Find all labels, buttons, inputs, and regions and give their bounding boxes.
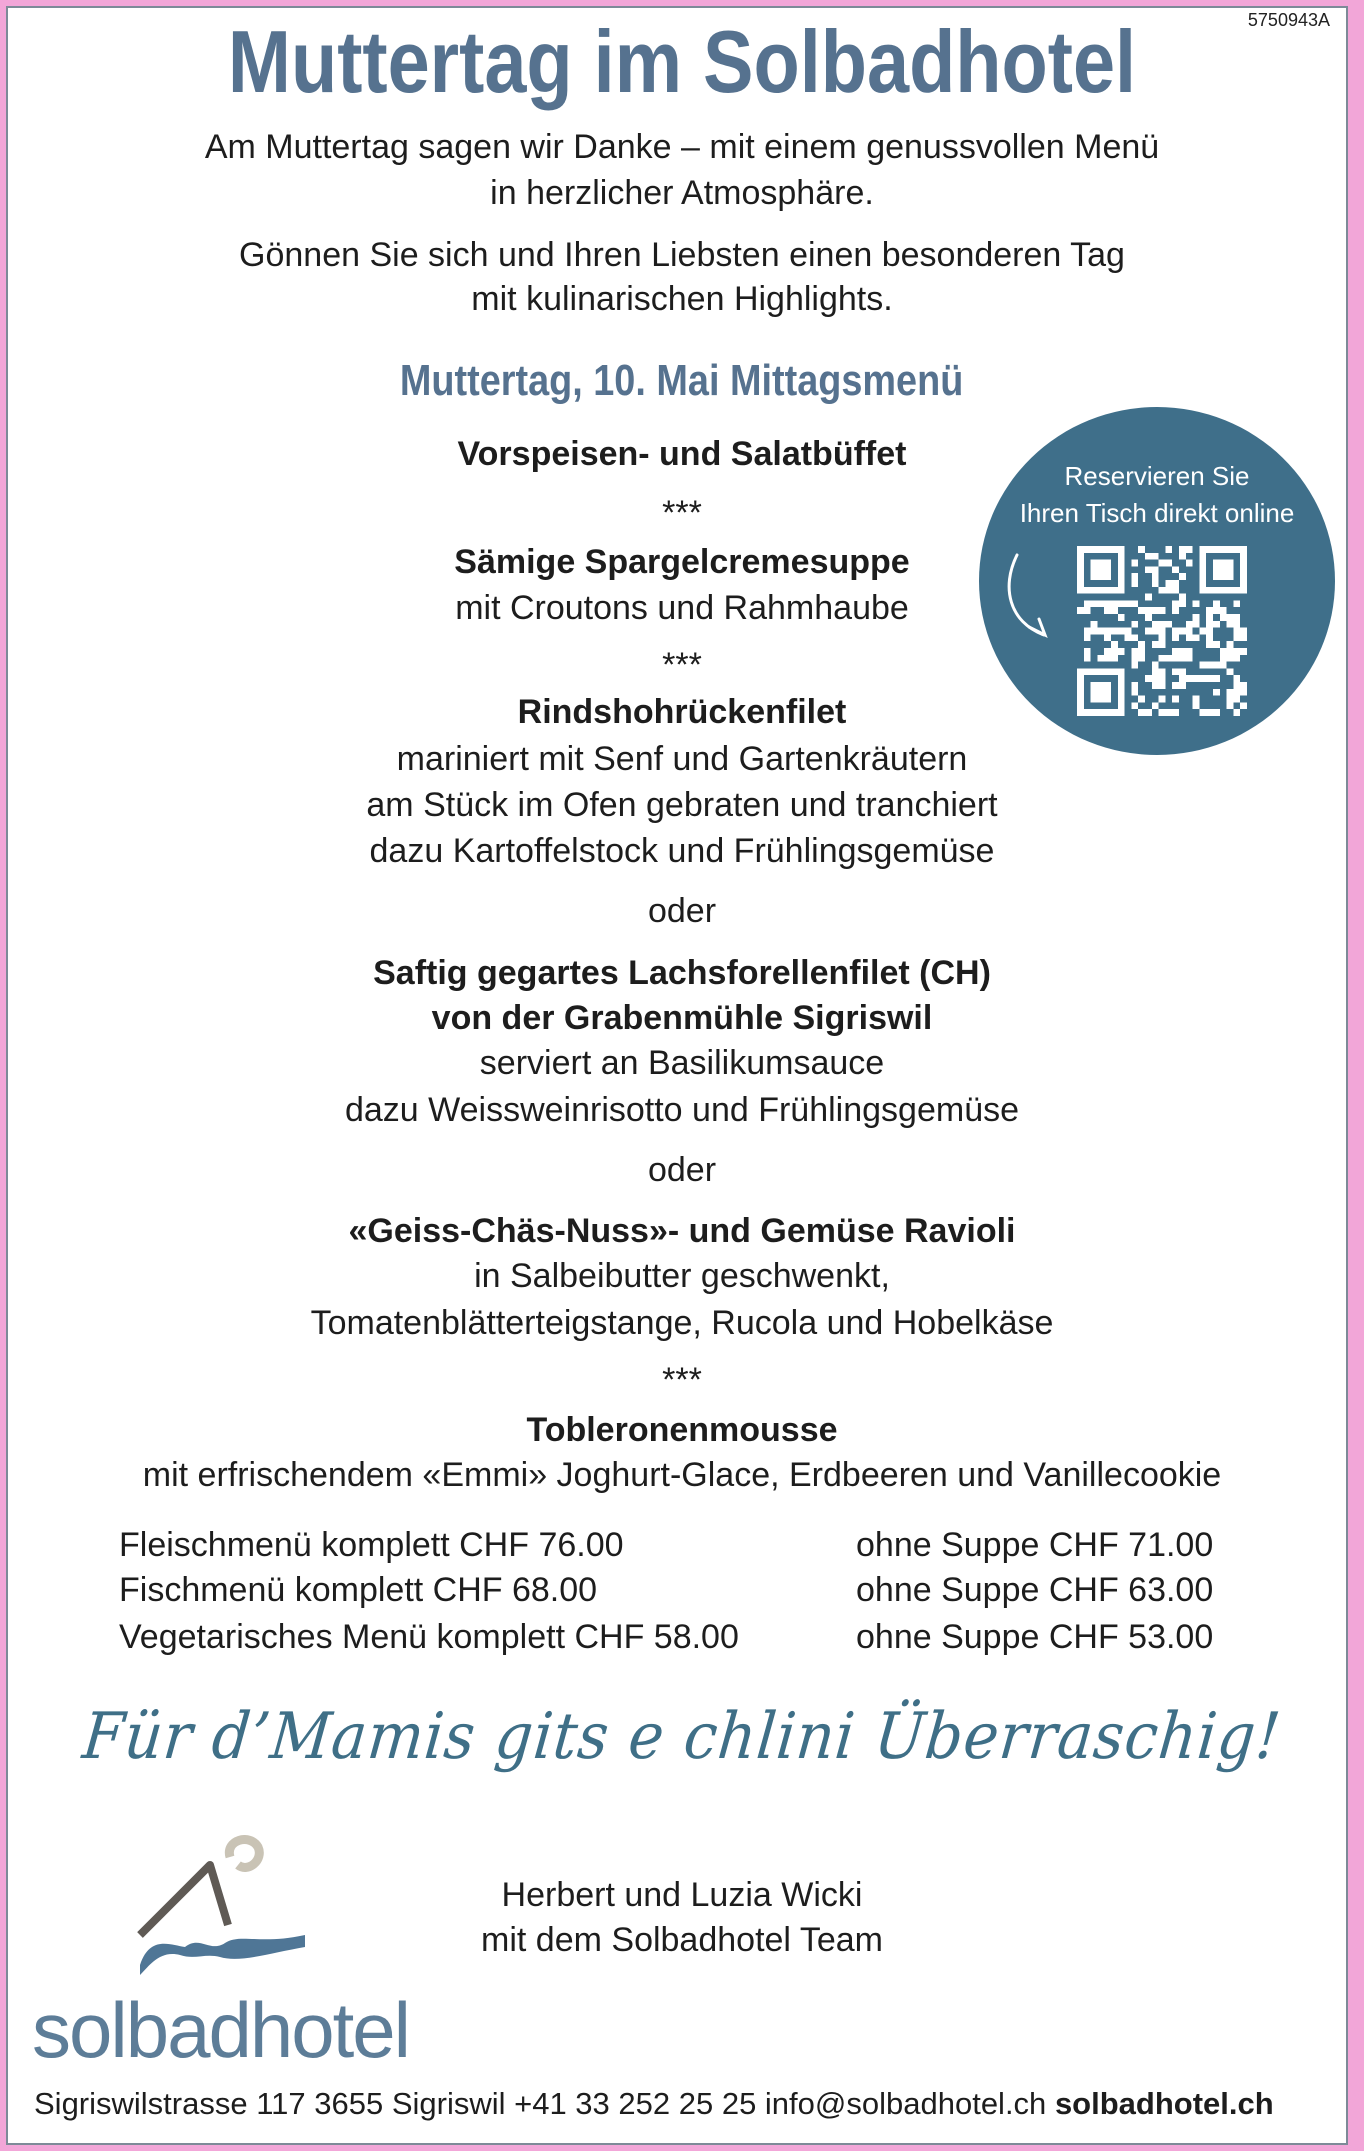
menu-title: Muttertag, 10. Mai Mittagsmenü (400, 356, 964, 405)
menu-description: dazu Weissweinrisotto und Frühlingsgemüse (344, 1091, 1020, 1129)
menu-course-title: Saftig gegartes Lachsforellenfilet (CH) (373, 954, 991, 992)
menu-or: oder (647, 892, 717, 930)
menu-description: in Salbeibutter geschwenkt, (474, 1257, 890, 1295)
menu-or: oder (647, 1151, 717, 1189)
price-full-meat: Fleischmenü komplett CHF 76.00 (119, 1526, 624, 1564)
menu-description: Tomatenblätterteigstange, Rucola und Hobelkäse (310, 1304, 1054, 1342)
price-full-vegetarian: Vegetarisches Menü komplett CHF 58.00 (119, 1618, 739, 1656)
reservation-text: Reservieren Sie (1064, 461, 1250, 491)
slogan: Für d’Mamis gits e chlini Überraschig! (79, 1700, 1285, 1774)
menu-course-title: von der Grabenmühle Sigriswil (431, 999, 933, 1037)
menu-separator: *** (662, 646, 702, 684)
menu-description: mariniert mit Senf und Gartenkräutern (396, 740, 968, 778)
page-title: Muttertag im Solbadhotel (227, 12, 1137, 111)
reservation-text: Ihren Tisch direkt online (1019, 498, 1295, 528)
intro-line: in herzlicher Atmosphäre. (490, 174, 874, 212)
menu-course-title: Vorspeisen- und Salatbüffet (457, 435, 907, 473)
website-link[interactable]: solbadhotel.ch (1054, 2086, 1274, 2121)
menu-description: serviert an Basilikumsauce (479, 1044, 885, 1082)
arrow-icon (999, 547, 1059, 647)
price-no-soup-vegetarian: ohne Suppe CHF 53.00 (856, 1618, 1214, 1656)
menu-separator: *** (662, 494, 702, 532)
menu-course-title: Sämige Spargelcremesuppe (454, 543, 910, 581)
signature-line: Herbert und Luzia Wicki (501, 1876, 863, 1914)
footer-contact (34, 2086, 1274, 2122)
qr-code-icon[interactable] (1077, 546, 1247, 716)
menu-separator: *** (662, 1361, 702, 1399)
price-no-soup-meat: ohne Suppe CHF 71.00 (856, 1526, 1214, 1564)
menu-course-title: Tobleronenmousse (526, 1411, 838, 1449)
price-no-soup-fish: ohne Suppe CHF 63.00 (856, 1571, 1214, 1609)
menu-description: mit Croutons und Rahmhaube (455, 589, 909, 627)
menu-description: am Stück im Ofen gebraten und tranchiert (366, 786, 998, 824)
logo-text: solbadhotel (32, 1986, 409, 2074)
menu-description: dazu Kartoffelstock und Frühlingsgemüse (369, 832, 995, 870)
menu-course-title: «Geiss-Chäs-Nuss»- und Gemüse Ravioli (348, 1212, 1016, 1250)
reservation-badge[interactable] (979, 407, 1335, 755)
intro-line: Am Muttertag sagen wir Danke – mit einem genussvollen Menü (204, 128, 1160, 166)
menu-course-title: Rindshohrückenfilet (517, 693, 847, 731)
intro-line: mit kulinarischen Highlights. (471, 280, 893, 318)
price-full-fish: Fischmenü komplett CHF 68.00 (119, 1571, 598, 1609)
ad-code: 5750943A (1247, 10, 1330, 30)
signature-line: mit dem Solbadhotel Team (481, 1921, 883, 1959)
footer-address: Sigriswilstrasse 117 3655 Sigriswil +41 33 252 25 25 info@solbadhotel.ch (34, 2086, 1047, 2121)
menu-description: mit erfrischendem «Emmi» Joghurt-Glace, Erdbeeren und Vanillecookie (142, 1456, 1222, 1494)
intro-line: Gönnen Sie sich und Ihren Liebsten einen besonderen Tag (239, 236, 1125, 274)
